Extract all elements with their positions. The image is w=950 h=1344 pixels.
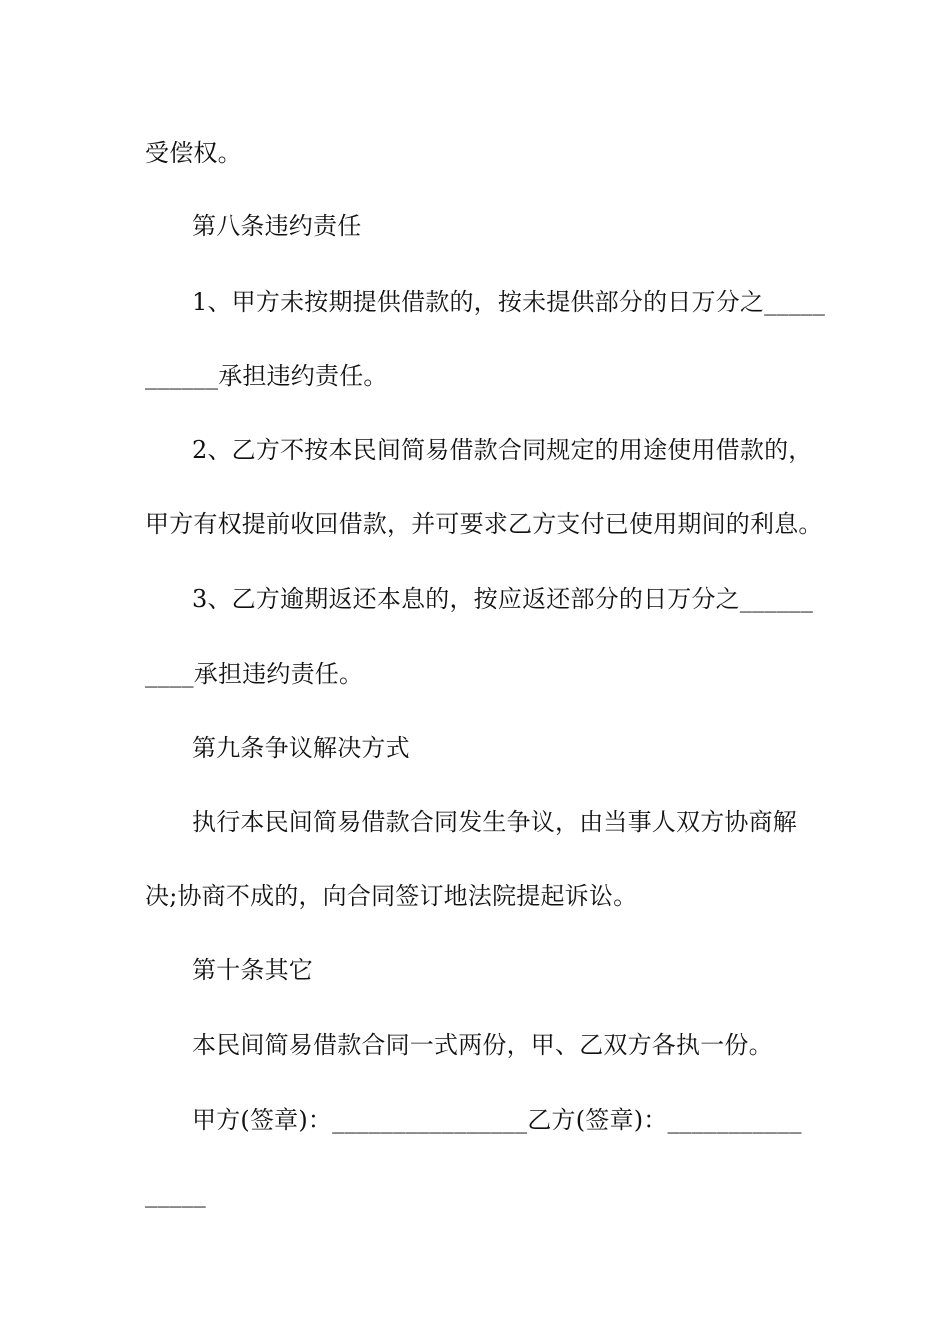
clause-8-1: 1、甲方未按期提供借款的，按未提供部分的日万分之_____: [192, 288, 826, 316]
signature-line-continued: _____: [145, 1180, 206, 1208]
clause-8-3-continued: ____承担违约责任。: [145, 660, 364, 688]
clause-8-2: 2、乙方不按本民间简易借款合同规定的用途使用借款的，: [192, 436, 813, 464]
article-9-heading: 第九条争议解决方式: [192, 734, 410, 762]
article-9-text-continued: 决;协商不成的，向合同签订地法院提起诉讼。: [145, 882, 638, 910]
article-10-text: 本民间简易借款合同一式两份，甲、乙双方各执一份。: [192, 1031, 773, 1059]
article-9-text: 执行本民间简易借款合同发生争议，由当事人双方协商解: [192, 808, 797, 836]
clause-8-1-continued: ______承担违约责任。: [145, 362, 388, 390]
signature-line: 甲方(签章)：________________乙方(签章)：___________: [192, 1106, 802, 1134]
article-10-heading: 第十条其它: [192, 956, 313, 984]
text-line-continuation: 受偿权。: [145, 139, 242, 167]
clause-8-2-continued: 甲方有权提前收回借款，并可要求乙方支付已使用期间的利息。: [145, 510, 823, 538]
clause-8-3: 3、乙方逾期返还本息的，按应返还部分的日万分之______: [192, 585, 814, 613]
article-8-heading: 第八条违约责任: [192, 212, 362, 240]
